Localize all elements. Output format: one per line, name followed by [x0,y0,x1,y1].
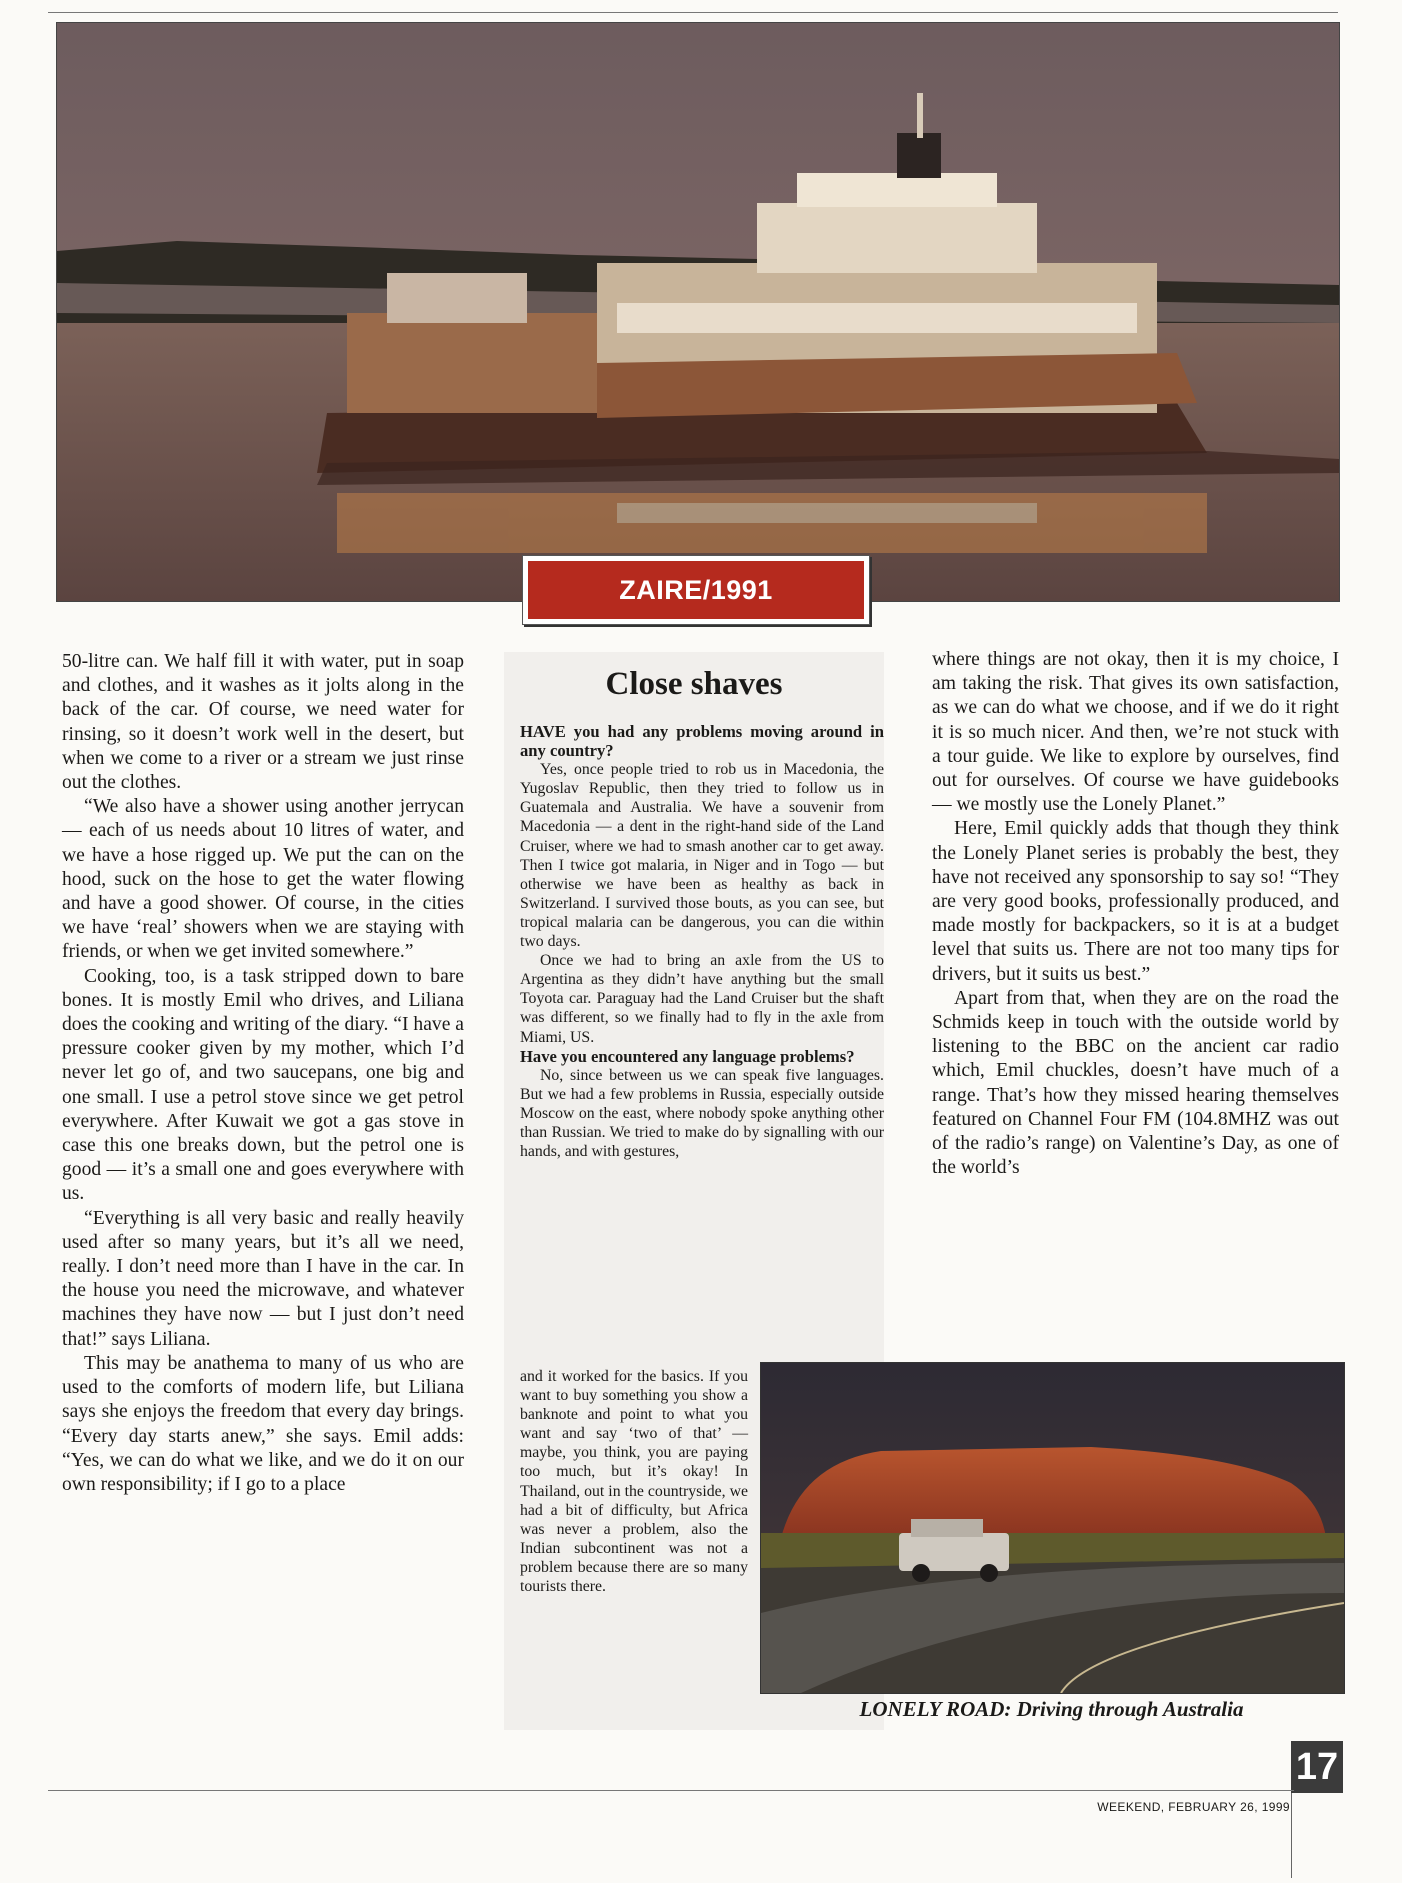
sidebar-answer-continued: and it worked for the basics. If you want to buy something you show a banknote and point to what you want and say ‘two of that’ — maybe, you think, you are paying too much, but it’s okay! In Thailand, out in the countryside, we had a bit of difficulty, but Africa was never a problem, also the Indian subcontinent was not a problem because there are so many tourists there. [520,1368,748,1596]
footer-dateline: WEEKEND, FEBRUARY 26, 1999 [1097,1800,1290,1814]
australia-road-photo [760,1362,1345,1694]
right-paragraph: Here, Emil quickly adds that though they think the Lonely Planet series is probably the best, they have not received any sponsorship to say so! “They are very good books, professionally produced, and made mostly for backpackers, so it is at a budget level that suits us. There are not too many tips for drivers, but it suits us best.” [932,818,1339,985]
sidebar-title: Close shaves [605,666,783,702]
bottom-rule [48,1790,1294,1791]
right-paragraph: Apart from that, when they are on the road the Schmids keep in touch with the outside world by listening to the BBC on the ancient car radio which, Emil chuckles, doesn’t have much of a range. That’s how they missed hearing themselves featured on Channel Four FM (104.8MHZ was out of the radio’s range) on Valentine’s Day, as one of the world’s [932,987,1339,1179]
left-column [62,650,464,1497]
top-rule [48,12,1338,13]
right-paragraph-text: where things are not okay, then it is my choice, I am taking the risk. That gives its own satisfaction, as we can do what we choose, and if we do it right it is so much nicer. And then, we’re not stuck with a tour guide. We like to explore by ourselves, find out for ourselves. Of course we have guidebooks — we mostly use the Lonely Planet.” [932,649,1339,816]
left-paragraph: “We also have a shower using another jerrycan — each of us needs about 10 litres of water, and we have a hose rigged up. We put the can on the hood, suck on the hose to get the water flowing and have a good shower. Of course, in the cities we have ‘real’ showers when we are staying with friends, or when we get invited somewhere.” [62,796,464,963]
left-paragraph: 50-litre can. We half fill it with water, put in soap and clothes, and it washes as it jolts along in the back of the car. Of course, we need water for rinsing, so it doesn’t work well in the desert, but when we come to a river or a stream we just rinse out the clothes. [62,651,464,794]
left-paragraph: “Everything is all very basic and really heavily used after so many years, but it’s all we need, really. I don’t need more than I have in the car. In the house you need the microwave, and whatever machines they have now — but I just don’t need that!” says Liliana. [62,1207,464,1350]
margin-line [1291,1793,1292,1878]
location-tag [522,555,870,625]
sidebar-continued [520,1367,748,1596]
location-tag-label: ZAIRE/1991 [528,561,864,619]
sidebar-body [520,722,884,1161]
river-steamer-photo [56,22,1340,602]
sidebar-answer: Yes, once people tried to rob us in Macedonia, the Yugoslav Republic, then they tried to follow us in Guatemala and Australia. We have a souvenir from Macedonia — a dent in the right-hand side of the Land Cruiser, where we had to smash another car to get away. Then I twice got malaria, in Niger and in Togo — but otherwise we have been as healthy as back in Switzerland. I survived those bouts, as you can see, but tropical malaria can be dangerous, you can die within two days. [520,761,884,951]
right-paragraph [932,648,1339,817]
left-paragraph: Cooking, too, is a task stripped down to bare bones. It is mostly Emil who drives, and Liliana does the cooking and writing of the diary. “I have a pressure cooker given by my mother, which I’d never let go of, and two saucepans, one big and one small. I use a petrol stove since we get petrol everywhere. After Kuwait we got a gas stove in case this one breaks down, but the petrol one is good — it’s a small one and goes everywhere with us. [62,965,464,1205]
sidebar-question: HAVE you had any problems moving around in any country? [520,722,884,761]
sidebar-question: Have you encountered any language problems? [520,1046,855,1066]
sidebar-answer: No, since between us we can speak five languages. But we had a few problems in Russia, especially outside Moscow on the east, where nobody spoke anything other than Russian. We tried to make do by signalling with our hands, and with gestures, [520,1066,884,1161]
sidebar-answer: Once we had to bring an axle from the US to Argentina as they didn’t have anything but the small Toyota car. Paraguay had the Land Cruiser but the shaft was different, so we finally had to fly in the axle from Miami, US. [520,952,884,1046]
left-paragraph: This may be anathema to many of us who are used to the comforts of modern life, but Liliana says she enjoys the freedom that every day brings. “Every day starts anew,” she says. Emil adds: “Yes, we can do what we like, and we do it on our own responsibility; if I go to a place [62,1352,464,1495]
photo-caption: LONELY ROAD: Driving through Australia [859,1697,1244,1721]
right-column [932,648,1339,1180]
page-number: 17 [1291,1741,1343,1793]
